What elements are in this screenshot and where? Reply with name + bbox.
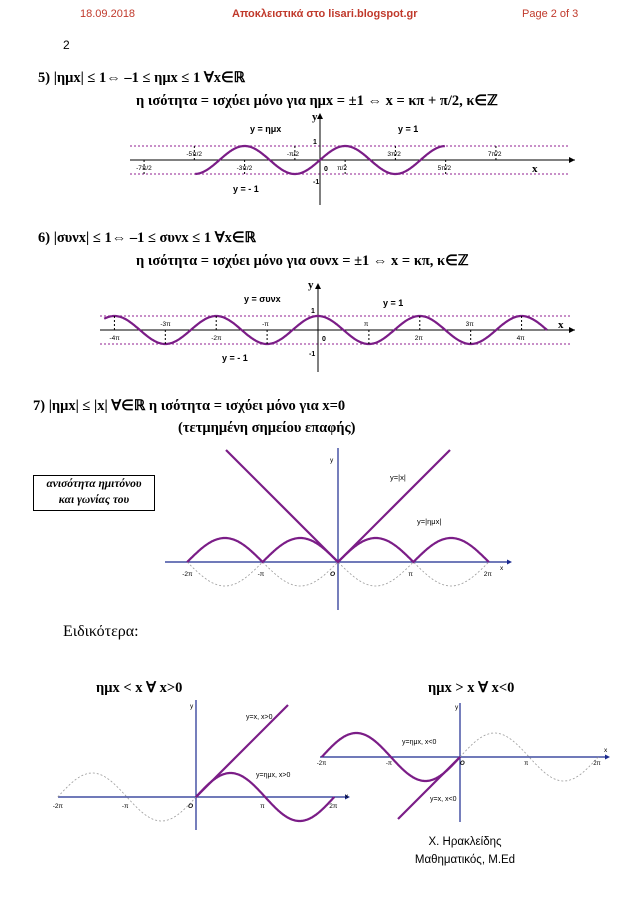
x-arrow: [507, 560, 512, 565]
x-axis-label: x: [604, 747, 608, 754]
tick-label: -π: [257, 571, 265, 578]
tick-label: -2π: [211, 335, 222, 342]
tick-label: 3π: [465, 321, 474, 328]
x-axis-label: x: [500, 565, 504, 572]
tick-label: 5π/2: [437, 165, 452, 172]
special-heading: Ειδικότερα:: [63, 623, 139, 640]
section-6-title: 6) |συνx| ≤ 1⇔ –1 ≤ συνx ≤ 1 ∀x∈ℝ: [38, 230, 257, 246]
header-page: Page 2 of 3: [522, 8, 579, 20]
y-axis-label: y: [308, 279, 314, 291]
tick-label: 2π: [593, 761, 601, 767]
y-minus-1-label: y = - 1: [222, 353, 248, 363]
tick-label: -2π: [52, 803, 64, 810]
y-axis-label: y: [190, 703, 194, 710]
sub-left-title: ημx < x ∀ x>0: [96, 680, 183, 696]
header-site[interactable]: Αποκλειστικά στο lisari.blogspot.gr: [232, 8, 418, 20]
y-axis-label: y: [455, 704, 459, 711]
tick-label: -π: [262, 321, 269, 328]
tick-label: π: [408, 571, 413, 578]
tick-label: π: [363, 321, 369, 328]
tick-label: 4π: [516, 335, 525, 342]
line-y-equals-x: [196, 705, 291, 797]
x-axis-label: x: [532, 163, 538, 175]
tick-label: 3π/2: [387, 151, 401, 158]
sin-label: y=ημx, x<0: [402, 739, 437, 746]
y-arrow: [317, 113, 323, 119]
minus-one-label: -1: [309, 351, 316, 358]
tick-label: 7π/2: [487, 151, 502, 158]
y-1-label: y = 1: [383, 298, 404, 308]
signature-name: Χ. Ηρακλείδης: [428, 836, 502, 848]
section-7-title: 7) |ημx| ≤ |x| ∀∈ℝ η ισότητα = ισχύει μόνο για x=0: [33, 398, 346, 414]
section-5-title: 5) |ημx| ≤ 1⇔ –1 ≤ ημx ≤ 1 ∀x∈ℝ: [38, 70, 246, 86]
tick-label: -π: [121, 803, 129, 810]
y-axis-label: y: [312, 111, 318, 123]
abs-sin-label: y=|ημx|: [417, 517, 442, 526]
line-label: y=x, x>0: [246, 714, 273, 721]
zero-label: 0: [322, 336, 326, 343]
tick-label: -2π: [316, 761, 327, 767]
tick-label: -3π: [160, 321, 171, 328]
line-y-equals-x: [398, 757, 460, 819]
signature-title: Μαθηματικός, M.Ed: [414, 854, 516, 866]
tick-label: O: [188, 803, 194, 810]
y-minus-1-label: y = - 1: [233, 184, 259, 194]
tick-label: O: [330, 571, 336, 578]
x-axis-label: x: [345, 793, 349, 800]
x-axis-label: x: [558, 319, 564, 331]
page-number: 2: [63, 38, 70, 52]
section-7-equality: (τετμημένη σημείου επαφής): [178, 420, 356, 436]
section-5-equality: η ισότητα = ισχύει μόνο για ημx = ±1 ⇔ x = κπ + π/2, κ∈ℤ: [136, 93, 498, 109]
x-arrow: [605, 755, 610, 760]
section-6-equality: η ισότητα = ισχύει μόνο για συνx = ±1 ⇔ x = κπ, κ∈ℤ: [136, 253, 469, 269]
sin-label: y=ημx, x>0: [256, 772, 291, 779]
tick-label: 2π: [329, 803, 338, 810]
tick-label: π/2: [337, 165, 348, 172]
note-line-2: και γωνίας του: [58, 494, 130, 506]
tick-label: -7π/2: [136, 165, 152, 172]
abs-x-label: y=|x|: [390, 473, 406, 482]
note-line-1: ανισότητα ημιτόνου: [46, 478, 142, 490]
tick-label: π: [524, 761, 529, 767]
function-label: y = συνx: [244, 294, 281, 304]
zero-label: 0: [324, 166, 328, 173]
tick-label: O: [460, 761, 465, 767]
function-label: y = ημx: [250, 124, 282, 134]
minus-one-label: -1: [313, 179, 320, 186]
tick-label: -3π/2: [236, 165, 253, 172]
tick-label: 2π: [414, 335, 423, 342]
tick-label: 2π: [483, 571, 492, 578]
tick-label: -π/2: [286, 151, 299, 158]
one-label: 1: [313, 139, 317, 146]
tick-label: -2π: [182, 571, 193, 578]
tick-label: π: [260, 803, 265, 810]
y-axis-label: y: [330, 457, 334, 464]
sub-right-title: ημx > x ∀ x<0: [428, 680, 515, 696]
x-arrow: [569, 157, 575, 163]
y-arrow: [315, 283, 321, 289]
tick-label: -π: [385, 761, 393, 767]
one-label: 1: [311, 308, 315, 315]
tick-label: -4π: [109, 335, 120, 342]
header-date: 18.09.2018: [80, 8, 136, 20]
tick-label: -5π/2: [186, 151, 203, 158]
line-label: y=x, x<0: [430, 796, 457, 803]
x-arrow: [569, 327, 575, 333]
y-1-label: y = 1: [398, 124, 419, 134]
